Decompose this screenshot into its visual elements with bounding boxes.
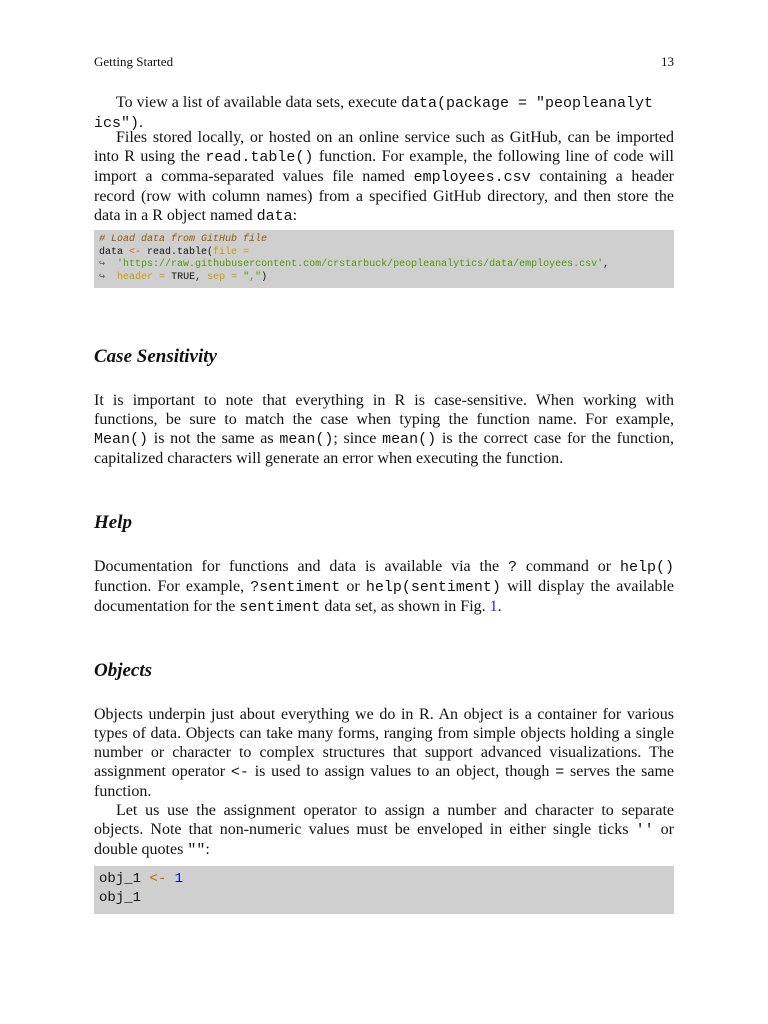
section-case-sensitivity xyxy=(94,346,674,368)
assign-operator: <- xyxy=(129,246,142,258)
code-line xyxy=(99,247,669,260)
inline-code: data xyxy=(256,208,293,225)
code-token: , xyxy=(603,259,610,270)
text: data set, as shown in Fig. xyxy=(320,598,490,615)
code-token: read.table( xyxy=(141,246,214,258)
paragraph-help xyxy=(94,557,674,617)
paragraph-data-sets xyxy=(94,93,674,133)
inline-code: ? xyxy=(507,559,517,576)
text: or double quotes xyxy=(94,821,675,858)
code-line xyxy=(99,272,669,285)
text: Let us use the assignment operator to assign a number and character to separate objects. Note that non-numeric values must be enveloped in either single ticks xyxy=(94,802,674,838)
line-wrap-arrow-icon: ↪ xyxy=(99,259,106,270)
text: is used to assign values to an object, though xyxy=(248,763,556,780)
text: Objects underpin just about everything we do in R. An object is a container for various types of data. Objects can take many forms, ranging from simple objects holding a single number or character to complex structures that support advanced visualizations. The assignment operator xyxy=(94,706,674,780)
text: . xyxy=(497,598,502,615)
line-wrap-arrow-icon: ↪ xyxy=(99,271,106,283)
inline-code: = xyxy=(555,764,565,781)
text: To view a list of available data sets, execute xyxy=(116,94,401,111)
text: : xyxy=(292,207,298,224)
inline-code: help(sentiment) xyxy=(365,579,501,596)
code-token: obj_1 xyxy=(99,871,150,887)
inline-code: "" xyxy=(187,842,206,859)
assign-operator: <- xyxy=(149,871,167,887)
code-argument: sep = xyxy=(207,271,238,283)
text: : xyxy=(205,841,210,858)
inline-code: '' xyxy=(635,822,654,839)
inline-code: <- xyxy=(230,764,249,781)
inline-code: sentiment xyxy=(239,599,321,616)
code-line xyxy=(99,259,669,272)
inline-code: mean() xyxy=(382,431,437,448)
code-argument: file = xyxy=(213,246,250,258)
text: serves the same function. xyxy=(94,763,675,800)
code-line xyxy=(99,870,669,889)
code-string: 'https://raw.githubusercontent.com/crstarbuck/peopleanalytics/data/employees.csv' xyxy=(117,259,604,270)
figure-link[interactable]: 1 xyxy=(489,598,498,615)
code-string: "," xyxy=(237,271,262,283)
text: function. For example, xyxy=(94,578,251,595)
code-line: obj_1 xyxy=(99,890,142,906)
code-number: 1 xyxy=(166,871,184,887)
text: containing a header record (row with column names) from a specified GitHub directory, and then store the data in a R object named xyxy=(94,168,674,224)
text: command or xyxy=(516,558,620,575)
code-token: data xyxy=(99,246,130,258)
text: . xyxy=(139,114,144,131)
code-token: TRUE, xyxy=(165,271,208,283)
inline-code: mean() xyxy=(279,431,334,448)
text: will display the available documentation for the xyxy=(94,578,674,615)
section-help xyxy=(94,512,674,534)
text: Files stored locally, or hosted on an online service such as GitHub, can be imported into R using the xyxy=(94,129,674,165)
section-objects xyxy=(94,660,674,682)
text: or xyxy=(340,578,366,595)
paragraph-case-sensitivity xyxy=(94,391,674,468)
inline-code: read.table() xyxy=(205,149,314,166)
code-block-read-table xyxy=(94,230,674,288)
text: ; since xyxy=(333,430,383,447)
section-heading: Objects xyxy=(94,660,153,681)
text: is the correct case for the function, capitalized characters will generate an error when executing the function. xyxy=(94,430,674,467)
running-title: Getting Started xyxy=(94,54,174,69)
text: function. For example, the following line of code will import a comma-separated values file named xyxy=(94,148,675,185)
section-heading: Case Sensitivity xyxy=(94,346,217,367)
code-argument: header = xyxy=(117,271,166,283)
inline-code: data(package = "peopleanalyt xyxy=(401,95,654,112)
code-token: ) xyxy=(261,271,268,283)
section-heading: Help xyxy=(94,512,132,533)
text: is not the same as xyxy=(148,430,280,447)
paragraph-objects-intro xyxy=(94,705,674,860)
inline-code: Mean() xyxy=(94,431,149,448)
inline-code: help() xyxy=(620,559,675,576)
code-block-assign xyxy=(94,866,674,914)
inline-code: employees.csv xyxy=(413,169,531,186)
paragraph-import-files xyxy=(94,128,674,226)
page-number: 13 xyxy=(661,54,674,69)
code-comment: # Load data from GitHub file xyxy=(99,234,268,245)
text: Documentation for functions and data is available via the xyxy=(94,558,508,575)
inline-code: ?sentiment xyxy=(250,579,341,596)
text: It is important to note that everything in R is case-sensitive. When working with functions, be sure to match the case when typing the function name. For example, xyxy=(94,392,674,428)
running-header xyxy=(94,54,674,70)
inline-code: ics") xyxy=(94,115,140,132)
